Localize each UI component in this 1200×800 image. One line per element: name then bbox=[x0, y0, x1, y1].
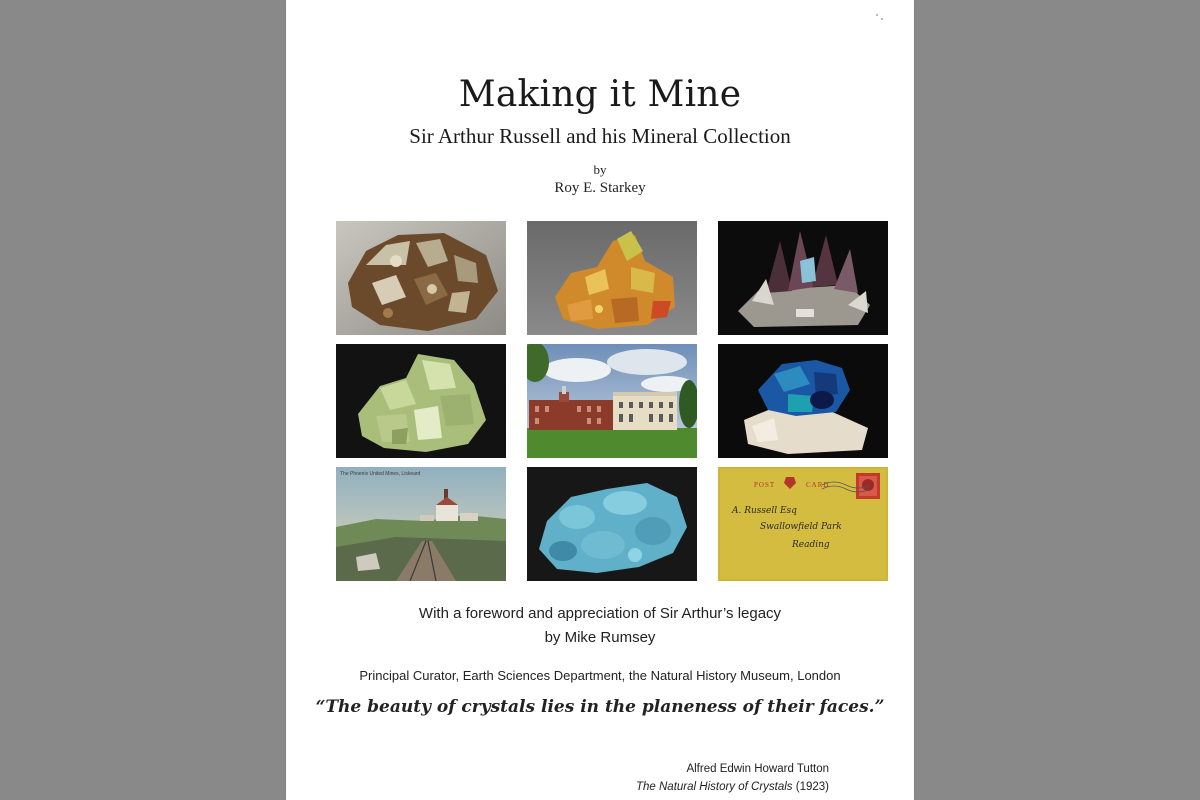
mineral-photo-green-fluorite bbox=[336, 344, 506, 458]
book-subtitle: Sir Arthur Russell and his Mineral Collection bbox=[409, 124, 791, 148]
book-title: Making it Mine bbox=[458, 74, 742, 115]
mineral-photo-brown-crystals bbox=[336, 221, 506, 335]
quote-year: (1923) bbox=[792, 781, 829, 793]
epigraph-quote: “The beauty of crystals lies in the planeness of their faces.” bbox=[315, 697, 885, 717]
mineral-photo-quartz-cluster bbox=[718, 221, 888, 335]
postcard-photo-phoenix-mines bbox=[336, 467, 506, 581]
foreword-credit bbox=[286, 602, 914, 650]
mineral-photo-blue-azurite bbox=[718, 344, 888, 458]
quote-author: Alfred Edwin Howard Tutton bbox=[686, 763, 829, 775]
address-line-3: Reading bbox=[792, 540, 830, 550]
postcard-envelope bbox=[718, 467, 888, 581]
quote-attribution bbox=[636, 760, 829, 796]
postcard-caption: The Phoenix United Mines, Liskeard bbox=[340, 471, 421, 477]
scan-speck bbox=[881, 18, 883, 20]
photo-stately-home bbox=[527, 344, 697, 458]
curator-affiliation: Principal Curator, Earth Sciences Department, the Natural History Museum, London bbox=[359, 668, 841, 683]
post-label: POST bbox=[754, 481, 776, 489]
quote-work-title: The Natural History of Crystals bbox=[635, 781, 793, 793]
by-label: by bbox=[593, 162, 607, 177]
scan-speck bbox=[876, 14, 878, 16]
mineral-photo-turquoise-blue bbox=[527, 467, 697, 581]
mineral-photo-orange-crystals bbox=[527, 221, 697, 335]
address-line-1: A. Russell Esq bbox=[732, 506, 797, 516]
foreword-line-1: With a foreword and appreciation of Sir Arthur’s legacy bbox=[418, 605, 782, 622]
card-label: CARD bbox=[806, 481, 830, 489]
author-name: Roy E. Starkey bbox=[554, 180, 646, 196]
address-line-2: Swallowfield Park bbox=[760, 522, 842, 532]
foreword-line-2: by Mike Rumsey bbox=[544, 629, 656, 646]
book-cover-page bbox=[286, 0, 914, 800]
quote-source bbox=[636, 778, 829, 796]
